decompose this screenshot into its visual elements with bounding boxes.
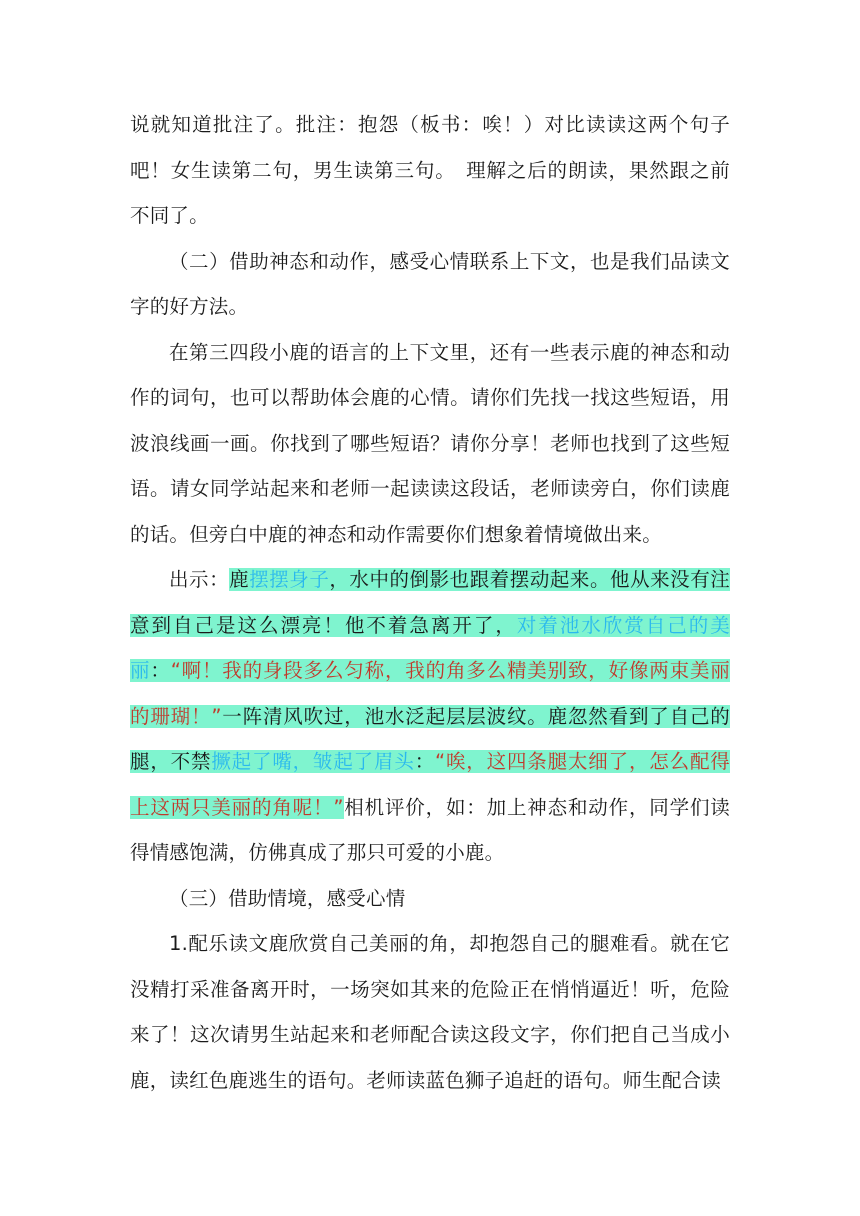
document-body [130,102,730,1103]
deer-speech: “啊！我的身段多么匀称，我的角多么精美别致，好像两束美丽的珊瑚！” [130,659,731,728]
excerpt-text: 鹿 [229,568,250,591]
paragraph-annotation: 说就知道批注了。批注：抱怨（板书：唉！）对比读读这两个句子吧！女生读第二句，男生读第三句。 理解之后的朗读，果然跟之前不同了。 [130,113,730,227]
action-phrase: 对着池水欣赏自己的美丽 [130,613,730,682]
excerpt-text: ： [150,659,171,682]
teacher-comment: 相机评价，如：加上神态和动作，同学们读得情感饱满，仿佛真成了那只可爱的小鹿。 [130,795,730,864]
section-heading-2: （二）借助神态和动作，感受心情联系上下文，也是我们品读文字的好方法。 [130,249,730,318]
highlighted-excerpt [130,568,730,819]
excerpt-text: ，水中的倒影也跟着摆动起来。他从来没有注意到自己是这么漂亮！他不着急离开了， [130,568,730,637]
excerpt-text: ： [414,750,436,773]
excerpt-text: 一阵清风吹过，池水泛起层层波纹。鹿忽然看到了自己的腿，不禁 [130,704,730,773]
section-heading-3: （三）借助情境，感受心情 [169,886,406,910]
deer-speech: “唉，这四条腿太细了，怎么配得上这两只美丽的角呢！” [130,750,730,819]
action-phrase: 摆摆身子 [249,568,330,591]
paragraph-music-reading: 1.配乐读文鹿欣赏自己美丽的角，却抱怨自己的腿难看。就在它没精打采准备离开时，一场突如其来的危险正在悄悄逼近！听，危险来了！这次请男生站起来和老师配合读这段文字，你们把自己当成小鹿，读红色鹿逃生的语句。老师读蓝色狮子追赶的语句。师生配合读 [130,932,730,1092]
paragraph-display-excerpt [130,557,730,876]
action-phrase: 撅起了嘴，皱起了眉头 [211,750,415,773]
display-label: 出示： [169,568,230,591]
paragraph-context: 在第三四段小鹿的语言的上下文里，还有一些表示鹿的神态和动作的词句，也可以帮助体会鹿的心情。请你们先找一找这些短语，用波浪线画一画。你找到了哪些短语？请你分享！老师也找到了这些短语。请女同学站起来和老师一起读读这段话，老师读旁白，你们读鹿的话。但旁白中鹿的神态和动作需要你们想象着情境做出来。 [130,340,730,546]
